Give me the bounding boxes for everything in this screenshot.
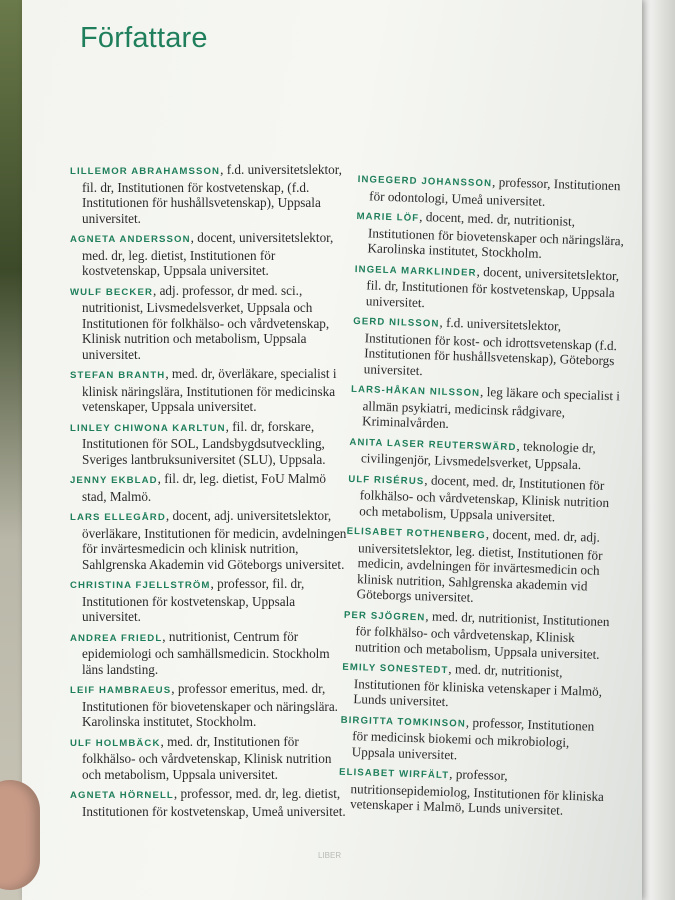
author-name: ULF RISÉRUS: [348, 473, 425, 487]
author-description: , med. dr, överläkare, specialist i klinisk näringslära, Institutionen för medicinska vetenskaper, Uppsala universitet.: [82, 366, 337, 414]
author-name: LINLEY CHIWONA KARLTUN: [70, 422, 226, 434]
author-entry: [70, 681, 352, 730]
author-name: ELISABET WIRFÄLT: [338, 766, 450, 782]
author-name: LARS-HÅKAN NILSSON: [350, 383, 481, 399]
author-name: AGNETA HÖRNELL: [70, 790, 174, 801]
author-description: , fil. dr, leg. dietist, FoU Malmö stad, Malmö.: [82, 471, 326, 504]
author-entry: [352, 312, 626, 385]
author-description: , docent, med. dr, adj. universitetslektor, leg. dietist, Institutionen för medicin, avdelningen för invärtesmedicin och klinisk nutrition, Sahlgrenska akademin vid Göteborgs universitet.: [356, 526, 603, 605]
author-name: INGEGERD JOHANSSON: [357, 173, 493, 190]
author-entry: [70, 508, 352, 572]
author-name: PER SJÖGREN: [343, 609, 426, 623]
author-entry: [357, 170, 630, 212]
author-entry: [341, 658, 614, 715]
author-description: , docent, universitetslektor, fil. dr, Institutionen för kostvetenskap, Uppsala universitet.: [365, 263, 620, 310]
author-entry: [338, 763, 611, 820]
author-description: , f.d. universitetslektor, Institutionen för kost- och idrottsvetenskap (f.d. Institutionen för hushållsvetenskap), Göteborgs universitet.: [363, 314, 618, 378]
author-description: , f.d. universitetslektor, fil. dr, Institutionen för kostvetenskap, (f.d. Institutionen för hushållsvetenskap), Uppsala universitet.: [82, 162, 342, 226]
author-description: , docent, med. dr, Institutionen för folkhälso- och vårdvetenskap, Klinisk nutrition och metabolism, Uppsala universitet.: [359, 471, 610, 524]
author-name: STEFAN BRANTH: [70, 370, 166, 381]
author-name: WULF BECKER: [70, 286, 153, 298]
author-description: , professor, Institutionen för medicinsk biokemi och mikrobiologi, Uppsala universitet.: [351, 714, 595, 762]
author-entry: [347, 469, 620, 526]
thumb: [0, 780, 40, 890]
author-entry: [344, 522, 618, 610]
author-entry: [70, 230, 352, 279]
author-name: LEIF HAMBRAEUS: [70, 685, 172, 696]
author-name: LILLEMOR ABRAHAMSSON: [70, 166, 221, 177]
author-name: ULF HOLMBÄCK: [70, 737, 161, 749]
author-entry: [70, 576, 352, 625]
author-entry: [70, 366, 352, 415]
author-entry: [339, 710, 612, 767]
author-name: INGELA MARKLINDER: [354, 263, 477, 279]
author-description: , professor, med. dr, leg. dietist, Institutionen för kostvetenskap, Umeå universitet.: [82, 786, 346, 819]
author-entry: [70, 419, 352, 468]
author-entry: [355, 207, 628, 264]
author-name: EMILY SONESTEDT: [342, 661, 449, 677]
author-entry: [354, 259, 627, 316]
author-description: , leg läkare och specialist i allmän psykiatri, medicinsk rådgivare, Kriminalvården.: [361, 383, 621, 431]
author-description: , med. dr, nutritionist, Institutionen för folkhälso- och vårdvetenskap, Klinisk nutrition och metabolism, Uppsala universitet.: [354, 607, 610, 662]
author-description: , professor, Institutionen för odontologi, Umeå universitet.: [368, 174, 621, 209]
author-description: , nutritionist, Centrum för epidemiologi och samhällsmedicin. Stockholm läns landsting.: [82, 628, 330, 677]
author-description: , docent, universitetslektor, med. dr, leg. dietist, Institutionen för kostvetenskap, Uppsala universitet.: [82, 230, 334, 278]
author-name: ANDREA FRIEDL: [70, 632, 163, 644]
author-name: MARIE LÖF: [356, 210, 420, 224]
author-entry: [70, 629, 352, 678]
author-description: , professor emeritus, med. dr, Institutionen för biovetenskaper och näringslära. Karolinska institutet, Stockholm.: [82, 681, 338, 729]
author-name: CHRISTINA FJELLSTRÖM: [70, 580, 211, 591]
page-title: Författare: [80, 22, 208, 54]
author-description: , fil. dr, forskare, Institutionen för SOL, Landsbygdsutveckling, Sveriges lantbruksuniversitet (SLU), Uppsala.: [82, 418, 326, 467]
author-description: , adj. professor, dr med. sci., nutritionist, Livsmedelsverket, Uppsala och Institutionen för folkhälso- och vårdvetenskap, Klinisk nutrition och metabolism, Uppsala universitet.: [82, 282, 330, 362]
author-name: BIRGITTA TOMKINSON: [340, 714, 466, 730]
author-entry: [350, 380, 623, 437]
author-entry: [70, 734, 352, 783]
footer-mark: LIBER: [318, 851, 342, 860]
author-entry: [70, 283, 352, 363]
author-column-right: [338, 170, 630, 824]
book-page: [22, 0, 642, 900]
author-entry: [70, 162, 352, 226]
author-name: ELISABET ROTHENBERG: [346, 525, 486, 542]
author-column-left: [70, 162, 352, 823]
author-entry: [70, 786, 352, 819]
author-name: JENNY EKBLAD: [70, 475, 158, 486]
author-description: , professor, fil. dr, Institutionen för kostvetenskap, Uppsala universitet.: [82, 576, 305, 624]
author-description: , med. dr, Institutionen för folkhälso- och vårdvetenskap, Klinisk nutrition och metabolism, Uppsala universitet.: [82, 733, 332, 782]
author-name: AGNETA ANDERSSON: [70, 234, 191, 245]
author-entry: [70, 471, 352, 504]
author-name: GERD NILSSON: [353, 315, 440, 330]
author-description: , docent, med. dr, nutritionist, Institutionen för biovetenskaper och näringslära, Karolinska institutet, Stockholm.: [367, 208, 625, 261]
author-entry: [349, 432, 622, 474]
author-description: , docent, adj. universitetslektor, överläkare, Institutionen för medicin, avdelningen för invärtesmedicin och klinisk nutrition, Sahlgrenska Akademin vid Göteborgs universitet.: [82, 508, 347, 572]
author-description: , med. dr, nutritionist, Institutionen för kliniska vetenskaper i Malmö, Lunds universitet.: [353, 661, 603, 710]
author-entry: [343, 605, 616, 662]
author-name: ANITA LASER REUTERSWÄRD: [349, 436, 517, 453]
author-description: , professor, nutritionsepidemiolog, Institutionen för kliniska vetenskaper i Malmö, Lunds universitet.: [349, 766, 605, 818]
author-name: LARS ELLEGÅRD: [70, 512, 166, 523]
author-description: , teknologie dr, civilingenjör, Livsmedelsverket, Uppsala.: [360, 437, 597, 473]
